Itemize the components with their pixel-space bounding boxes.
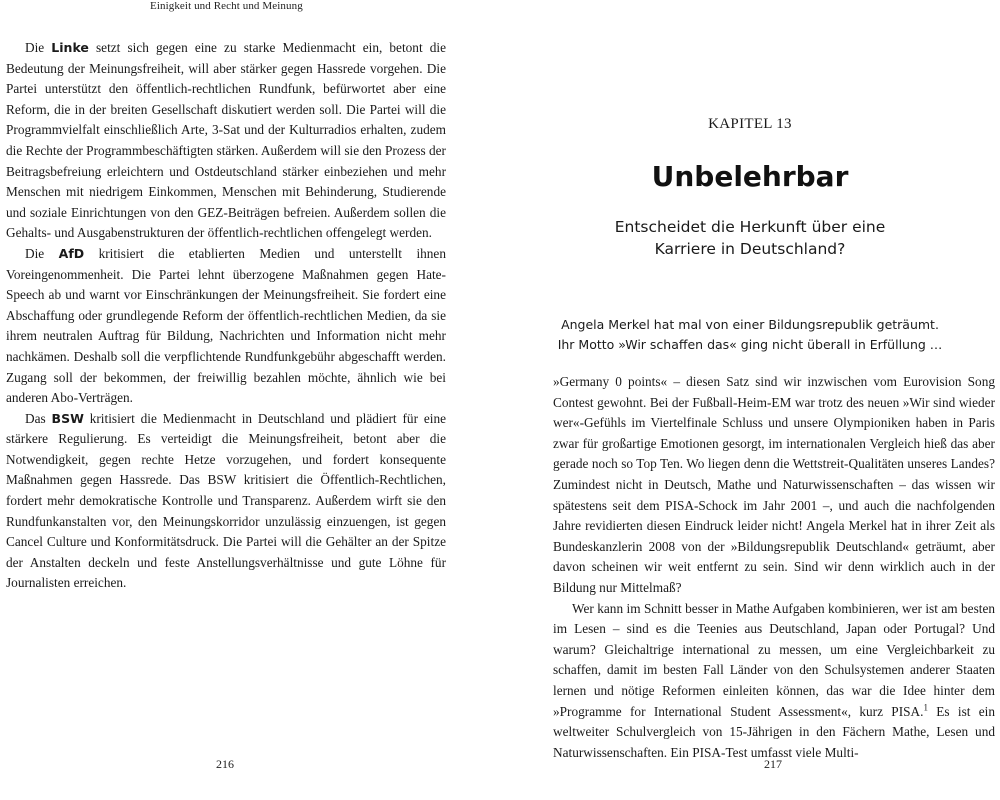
teaser-line: Ihr Motto »Wir schaffen das« ging nicht überall in Erfüllung … <box>557 337 943 352</box>
teaser-line: Angela Merkel hat mal von einer Bildungsrepublik geträumt. <box>561 317 939 332</box>
party-name-afd: AfD <box>58 245 85 261</box>
running-head: Einigkeit und Recht und Meinung <box>150 0 303 12</box>
page-number-right: 217 <box>764 757 782 771</box>
paragraph-linke <box>6 38 446 244</box>
paragraph-lead: Die <box>25 245 59 261</box>
chapter-title: Unbelehrbar <box>651 160 849 193</box>
footnote-marker[interactable]: 1 <box>923 702 928 713</box>
paragraph-intro: »Germany 0 points« – diesen Satz sind wir inzwischen vom Eurovision Song Contest gewohnt. Bei der Fußball-Heim-EM war trotz des neuen »Wir sind wieder wer«-Gefühls im Viertelfinale Schluss und unsere Olympioniken haben in Paris zwar für großartige Emotionen gesorgt, im internationalen Vergleich hieß das aber gerade noch so Top Ten. Wo liegen denn die Wettstreit-Qualitäten unseres Landes? Zumindest nicht in Deutsch, Mathe und Naturwissenschaften – das wissen wir spätestens seit dem PISA-Schock im Jahr 2001 –, und auch die nachfolgenden Jahre revidierten diesen Eindruck leider nicht! Angela Merkel hat in ihrer Zeit als Bundeskanzlerin 2008 von der »Bildungsrepublik Deutschland« geträumt, aber davon scheinen wir weit entfernt zu sein. Sind wir denn wirklich auch in der Bildung nur Mittelmaß? <box>553 374 995 595</box>
chapter-subtitle-line: Entscheidet die Herkunft über eine <box>614 218 886 236</box>
paragraph-pisa <box>553 599 995 764</box>
paragraph-lead: Das <box>25 410 52 426</box>
left-page-body <box>6 38 446 594</box>
chapter-subtitle-line: Karriere in Deutschland? <box>654 240 846 258</box>
paragraph-bsw <box>6 409 446 594</box>
page-number-left: 216 <box>216 757 234 771</box>
paragraph-text: kritisiert die Medienmacht in Deutschland und plädiert für eine stärkere Regulierung. Es verteidigt die Meinungsfreiheit, betont aber die Notwendigkeit, gegen rechte Hetze vorzugehen, und fordert konsequente Maßnahmen gegen Hassrede. Das BSW kritisiert die Öffentlich-Rechtlichen, fordert mehr demokratische Kontrolle und Transparenz. Außerdem wirft sie den Rundfunkanstalten vor, den Meinungskorridor unzulässig einzuengen, ist gegen Cancel Culture und Konformitätsdruck. Die Partei will die Gehälter an der Spitze der Anstalten deckeln und feste Anstellungsverhältnisse und gute Löhne für Journalisten erreichen. <box>6 410 446 591</box>
right-page-body <box>553 372 995 763</box>
paragraph-lead: Die <box>25 40 52 55</box>
paragraph-afd <box>6 244 446 409</box>
chapter-label: KAPITEL 13 <box>708 116 792 132</box>
party-name-bsw: BSW <box>51 410 84 426</box>
party-name-linke: Linke <box>51 40 89 55</box>
paragraph-text: Es ist ein weltweiter Schulvergleich von 15-Jährigen in den Fächern Mathe, Lesen und Naturwissenschaften. Ein PISA-Test umfasst viele Multi- <box>553 703 996 760</box>
chapter-subtitle <box>500 216 1000 260</box>
paragraph-text: kritisiert die etablierten Medien und unterstellt ihnen Voreingenommenheit. Die Partei lehnt überzogene Maßnahmen gegen Hate-Speech ab und warnt vor Einschränkungen der Meinungsfreiheit. Sie fordert eine Abschaffung oder grundlegende Reform der öffentlich-rechtlichen Medien, da sie ihrem neutralen Auftrag für Bildung, Nachrichten und Information nicht mehr nachkämen. Deshalb soll die verpflichtende Rundfunkgebühr abgeschafft werden. Zugang soll der bekommen, der freiwillig bezahlen möchte, ähnlich wie bei anderen Abo-Verträgen. <box>6 245 446 406</box>
paragraph-text: Wer kann im Schnitt besser in Mathe Aufgaben kombinieren, wer ist am besten im Lesen – sind es die Teenies aus Deutschland, Japan oder Portugal? Und warum? Gleichaltrige international zu messen, um eine Vergleichbarkeit zu schaffen, damit im besten Fall Länder von den Schulsystemen anderer Staaten lernen und nötige Reformen einleiten können, das war die Idee hinter dem »Programme for International Student Assessment«, kurz PISA. <box>553 600 995 719</box>
chapter-teaser <box>500 315 1000 355</box>
paragraph-text: setzt sich gegen eine zu starke Medienmacht ein, betont die Bedeutung der Meinungsfreiheit, will aber stärker gegen Hassrede vorgehen. Die Partei unterstützt den öffentlich-rechtlichen Rundfunk, befürwortet aber eine Reform, die in der breiten Gesellschaft diskutiert werden soll. Die Partei will die Programmvielfalt einschließlich Arte, 3-Sat und der Kulturradios erhalten, zudem die Rechte der Programmbeschäftigten stärken. Außerdem will sie den Prozess der Beitragsbefreiung erleichtern und Ostdeutschland stärker einbeziehen und mehr Menschen mit niedrigem Einkommen, Menschen mit Behinderung, Studierende und soziale Einrichtungen von den GEZ-Beiträgen befreien. Außerdem sollen die Gehalts- und Ausgabenstrukturen der öffentlich-rechtlichen offengelegt werden. <box>6 40 446 241</box>
right-page <box>500 0 1000 800</box>
